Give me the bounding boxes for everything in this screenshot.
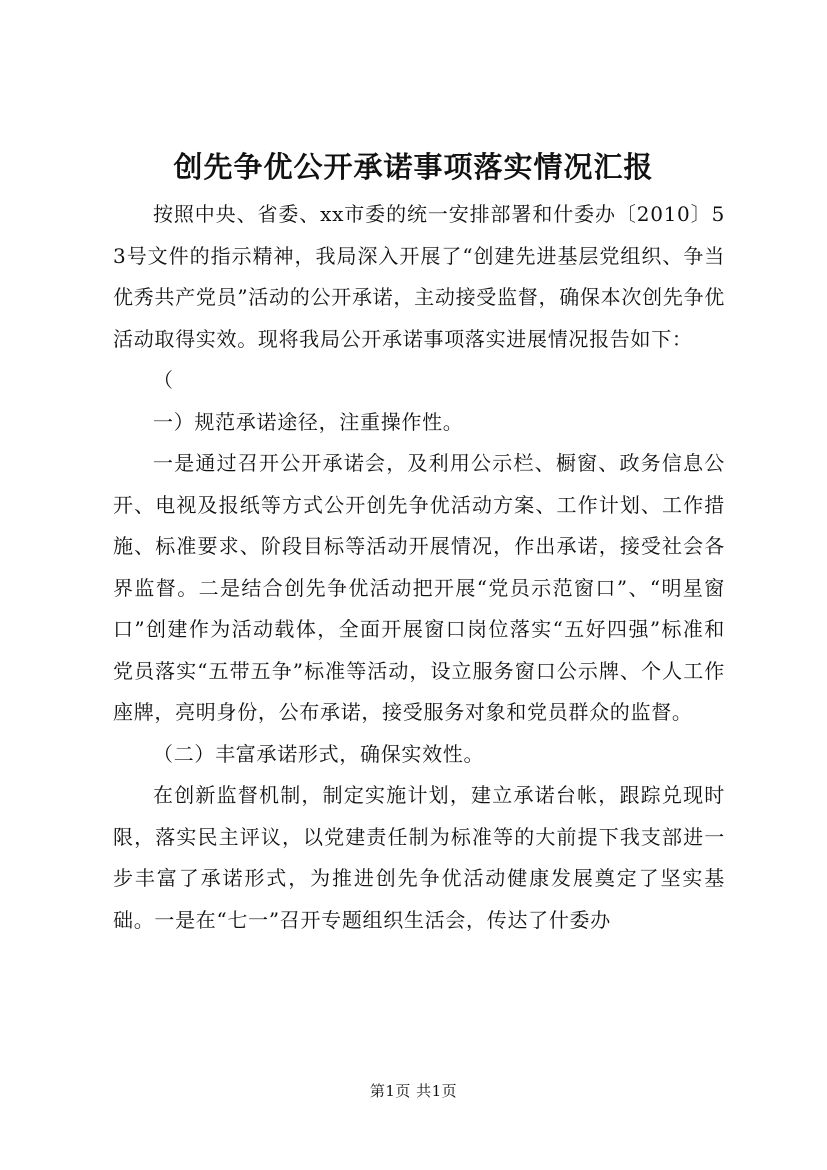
paragraph-section-2: 在创新监督机制，制定实施计划，建立承诺台帐，跟踪兑现时限，落实民主评议，以党建责任制为标准等的大前提下我支部进一步丰富了承诺形式，为推进创先争优活动健康发展奠定了坚实基础。一是在“七一”召开专题组织生活会，传达了什委办 [113, 783, 725, 932]
document-body [113, 194, 725, 941]
paragraph-section-1: 一是通过召开公开承诺会，及利用公示栏、橱窗、政务信息公开、电视及报纸等方式公开创先争优活动方案、工作计划、工作措施、标准要求、阶段目标等活动开展情况，作出承诺，接受社会各界监督。二是结合创先争优活动把开展“党员示范窗口”、“明星窗口”创建作为活动载体，全面开展窗口岗位落实“五好四强”标准和党员落实“五带五争”标准等活动，设立服务窗口公示牌、个人工作座牌，亮明身份，公布承诺，接受服务对象和党员群众的监督。 [113, 451, 725, 724]
page-number-footer: 第1页 共1页 [369, 1082, 458, 1100]
paragraph-bracket: （ [153, 368, 174, 392]
paragraph-intro: 按照中央、省委、xx市委的统一安排部署和什委办〔2010〕53号文件的指示精神，我局深入开展了“创建先进基层党组织、争当优秀共产党员”活动的公开承诺，主动接受监督，确保本次创先争优活动取得实效。现将我局公开承诺事项落实进展情况报告如下： [113, 202, 725, 351]
section-heading-2: （二）丰富承诺形式，确保实效性。 [153, 741, 485, 766]
section-heading-1: 一）规范承诺途径，注重操作性。 [153, 409, 464, 434]
document-title: 创先争优公开承诺事项落实情况汇报 [173, 150, 654, 184]
